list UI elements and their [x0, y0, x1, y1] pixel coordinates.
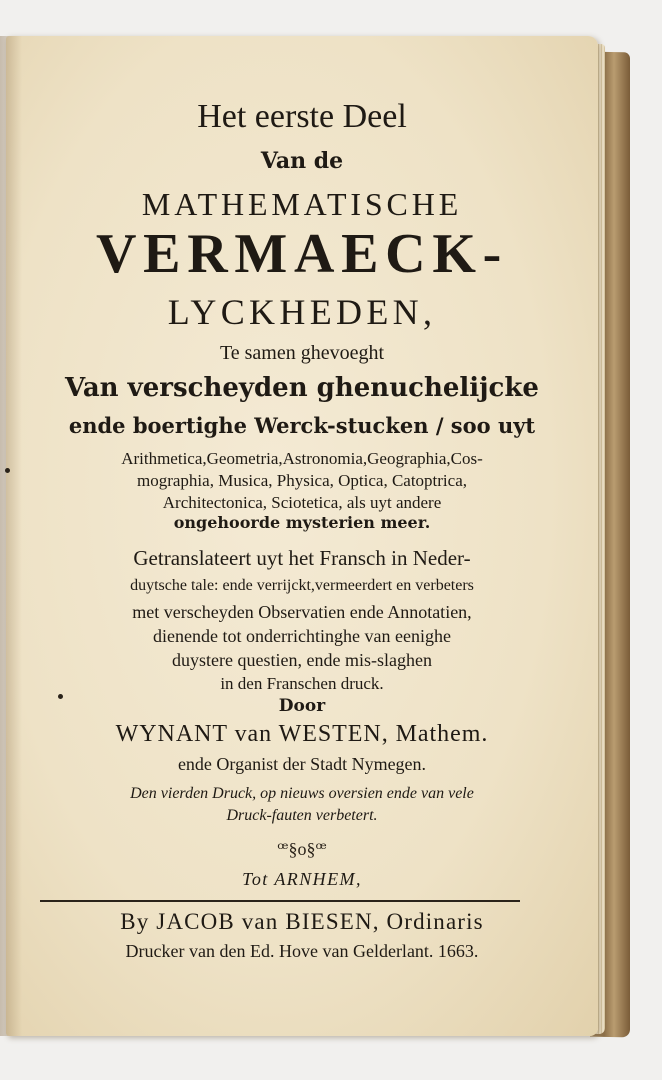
ink-speck — [58, 694, 63, 699]
title-line-getranslateert: Getranslateert uyt het Fransch in Neder- — [133, 546, 471, 570]
title-line-van-verscheyden: Van verscheyden ghenuchelijcke — [65, 373, 539, 403]
title-line-organist: ende Organist der Stadt Nymegen. — [177, 754, 427, 774]
printers-ornament: ꟹ§o§ꟹ — [277, 839, 327, 859]
title-line-franschen-druck: in den Franschen druck. — [220, 674, 384, 693]
title-line-lyckheden: LYCKHEDEN, — [167, 292, 437, 332]
title-line-dienende: dienende tot onderrichtinghe van eenighe — [153, 626, 451, 646]
title-line-mathematische: MATHEMATISCHE — [141, 186, 463, 222]
title-line-het-eerste-deel: Het eerste Deel — [197, 98, 407, 135]
title-line-vierden-druck: Den vierden Druck, op nieuws oversien ende van vele — [130, 785, 474, 802]
horizontal-rule — [40, 900, 520, 902]
title-line-te-samen: Te samen ghevoeght — [219, 342, 385, 364]
title-line-observatien: met verscheyden Observatien ende Annotatien, — [132, 602, 472, 622]
title-line-author: WYNANT van WESTEN, Mathem. — [115, 721, 489, 747]
title-line-ende-boertighe: ende boertighe Werck-stucken / soo uyt — [68, 413, 536, 438]
title-line-druck-fauten: Druck-fauten verbetert. — [226, 807, 378, 824]
title-line-vermaeck: VERMAECK- — [95, 223, 508, 285]
title-line-mographia: mographia, Musica, Physica, Optica, Catoptrica, — [137, 471, 467, 490]
title-line-duystere: duystere questien, ende mis-slaghen — [172, 650, 432, 670]
title-line-door: Door — [278, 696, 326, 716]
title-line-architectonica: Architectonica, Sciotetica, als uyt andere — [162, 493, 442, 512]
title-line-ongehoorde: ongehoorde mysterien meer. — [173, 513, 431, 532]
ink-speck — [5, 468, 10, 473]
title-line-drucker-imprint: Drucker van den Ed. Hove van Gelderlant. 1663. — [125, 941, 479, 961]
title-line-arithmetica: Arithmetica,Geometria,Astronomia,Geographia,Cos- — [121, 449, 483, 468]
title-line-duytsche: duytsche tale: ende verrijckt,vermeerdert en verbeters — [130, 577, 474, 594]
title-line-jacob-van-biesen: By JACOB van BIESEN, Ordinaris — [120, 909, 484, 934]
title-line-van-de: Van de — [260, 148, 344, 174]
title-line-tot-arnhem: Tot ARNHEM, — [242, 869, 362, 889]
